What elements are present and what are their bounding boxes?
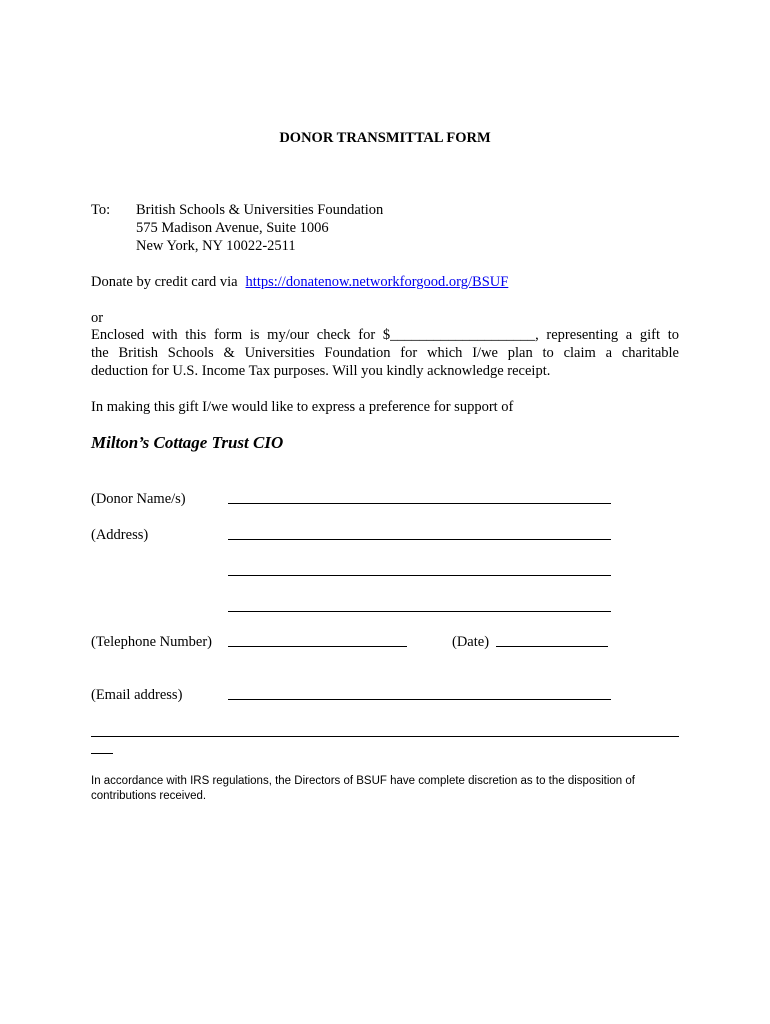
- organization-name: Milton’s Cottage Trust CIO: [91, 433, 284, 452]
- preference-text: In making this gift I/we would like to express a preference for support of: [91, 399, 514, 415]
- divider-rule-tail: [91, 753, 113, 754]
- address-line-1[interactable]: [228, 539, 611, 540]
- address-label: (Address): [91, 527, 149, 543]
- check-paragraph-line-2: the British Schools & Universities Foundation for which I/we plan to claim a charitable: [91, 345, 679, 361]
- telephone-line[interactable]: [228, 646, 407, 647]
- date-label: (Date): [452, 634, 490, 650]
- irs-footnote: In accordance with IRS regulations, the Directors of BSUF have complete discretion as to the disposition of contributions received.: [91, 775, 635, 802]
- or-text: or: [91, 310, 104, 326]
- recipient-city: New York, NY 10022-2511: [136, 238, 296, 254]
- email-label: (Email address): [91, 687, 183, 703]
- date-line[interactable]: [496, 646, 608, 647]
- address-line-2[interactable]: [228, 575, 611, 576]
- check-paragraph-line-1: Enclosed with this form is my/our check for $____________________, representing a gift to: [91, 327, 679, 343]
- donate-link[interactable]: https://donatenow.networkforgood.org/BSUF: [245, 274, 509, 290]
- donate-text: Donate by credit card via: [91, 274, 238, 290]
- telephone-label: (Telephone Number): [91, 634, 212, 650]
- divider-rule: [91, 736, 679, 737]
- donor-name-line[interactable]: [228, 503, 611, 504]
- donor-name-label: (Donor Name/s): [91, 491, 186, 507]
- check-paragraph-line-3: deduction for U.S. Income Tax purposes. Will you kindly acknowledge receipt.: [91, 363, 551, 379]
- recipient-name: British Schools & Universities Foundation: [136, 202, 384, 218]
- to-label: To:: [91, 202, 111, 218]
- recipient-address: [136, 201, 383, 255]
- donate-line: [91, 273, 508, 291]
- recipient-street: 575 Madison Avenue, Suite 1006: [136, 220, 329, 236]
- check-paragraph: [91, 326, 679, 380]
- form-title: DONOR TRANSMITTAL FORM: [279, 130, 491, 146]
- email-line[interactable]: [228, 699, 611, 700]
- address-line-3[interactable]: [228, 611, 611, 612]
